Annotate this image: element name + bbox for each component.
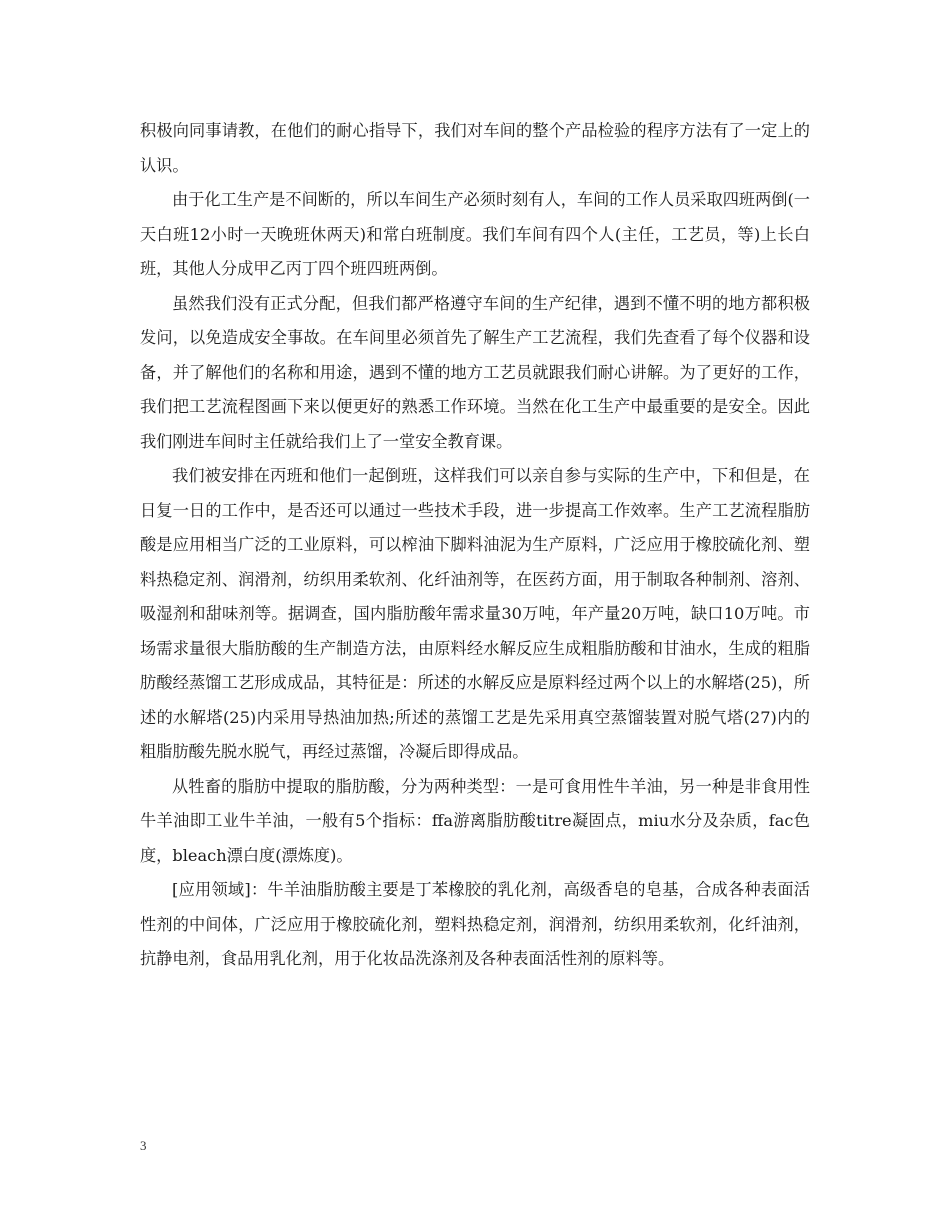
page-number: 3 [140, 1138, 147, 1153]
document-body [140, 114, 810, 977]
paragraph-continuation: 积极向同事请教，在他们的耐心指导下，我们对车间的整个产品检验的程序方法有了一定上的认识。 [140, 121, 810, 175]
paragraph-application-fields: [应用领域]：牛羊油脂肪酸主要是丁苯橡胶的乳化剂，高级香皂的皂基，合成各种表面活性剂的中间体，广泛应用于橡胶硫化剂，塑料热稳定剂，润滑剂，纺织用柔软剂，化纤油剂，抗静电剂，食品用乳化剂，用于化妆品洗涤剂及各种表面活性剂的原料等。 [140, 880, 810, 968]
paragraph-shift-schedule: 由于化工生产是不间断的，所以车间生产必须时刻有人，车间的工作人员采取四班两倒(一天白班12小时一天晚班休两天)和常白班制度。我们车间有四个人(主任，工艺员，等)上长白班，其他人分成甲乙丙丁四个班四班两倒。 [140, 190, 810, 278]
paragraph-fatty-acid-types: 从牲畜的脂肪中提取的脂肪酸，分为两种类型：一是可食用性牛羊油，另一种是非食用性牛羊油即工业牛羊油，一般有5个指标：ffa游离脂肪酸titre凝固点，miu水分及杂质，fac色度，bleach漂白度(漂炼度)。 [140, 776, 810, 865]
paragraph-fatty-acid-process: 我们被安排在丙班和他们一起倒班，这样我们可以亲自参与实际的生产中，下和但是，在日复一日的工作中，是否还可以通过一些技术手段，进一步提高工作效率。生产工艺流程脂肪酸是应用相当广泛的工业原料，可以榨油下脚料油泥为生产原料，广泛应用于橡胶硫化剂、塑料热稳定剂、润滑剂，纺织用柔软剂、化纤油剂等，在医药方面，用于制取各种制剂、溶剂、吸湿剂和甜味剂等。据调查，国内脂肪酸年需求量30万吨，年产量20万吨，缺口10万吨。市场需求量很大脂肪酸的生产制造方法，由原料经水解反应生成粗脂肪酸和甘油水，生成的粗脂肪酸经蒸馏工艺形成成品，其特征是：所述的水解反应是原料经过两个以上的水解塔(25)，所述的水解塔(25)内采用导热油加热;所述的蒸馏工艺是先采用真空蒸馏装置对脱气塔(27)内的粗脂肪酸先脱水脱气，再经过蒸馏，冷凝后即得成品。 [140, 466, 810, 761]
paragraph-safety-learning: 虽然我们没有正式分配，但我们都严格遵守车间的生产纪律，遇到不懂不明的地方都积极发问，以免造成安全事故。在车间里必须首先了解生产工艺流程，我们先查看了每个仪器和设备，并了解他们的名称和用途，遇到不懂的地方工艺员就跟我们耐心讲解。为了更好的工作，我们把工艺流程图画下来以便更好的熟悉工作环境。当然在化工生产中最重要的是安全。因此我们刚进车间时主任就给我们上了一堂安全教育课。 [140, 293, 810, 451]
